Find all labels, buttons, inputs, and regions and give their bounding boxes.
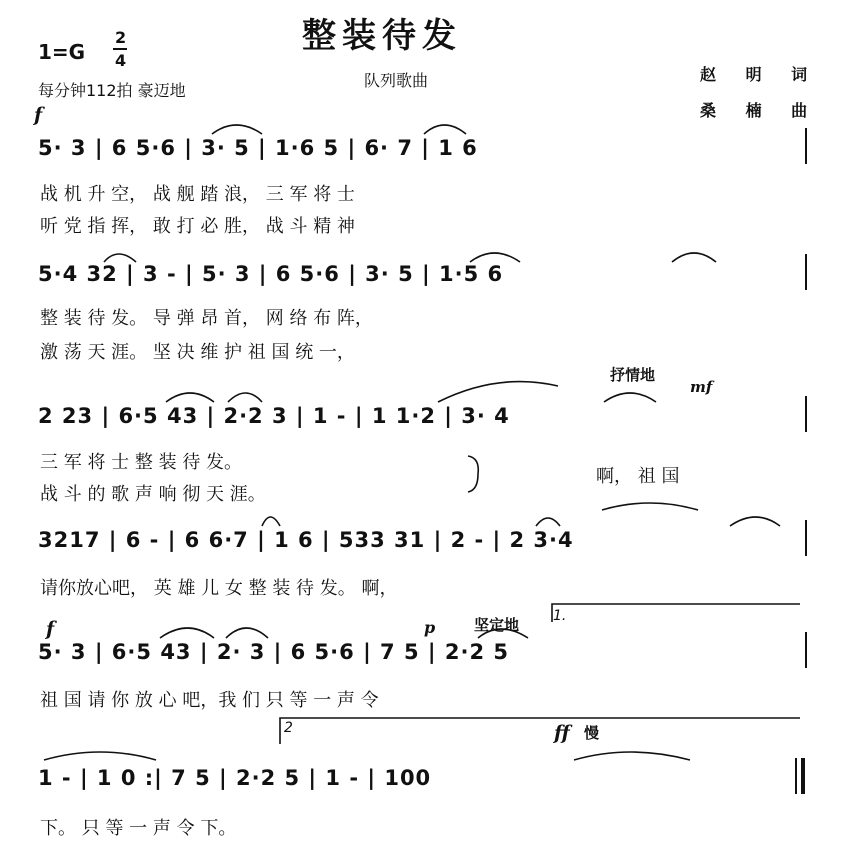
slur [262, 517, 280, 526]
slur [104, 254, 136, 262]
slur [160, 628, 214, 638]
system-2-notes: 5·4 32 | 3 - | 5· 3 | 6 5·6 | 3· 5 | 1·5 6 [38, 262, 504, 286]
slur [604, 393, 656, 402]
system-3-lyrics-verse2: 战 斗 的 歌 声 响 彻 天 涯。 [40, 484, 266, 505]
song-title: 整装待发 [302, 16, 462, 56]
dynamic-forte-2: f [46, 618, 55, 640]
lyricist-credit: 赵 明 词 [700, 65, 820, 84]
slur [730, 517, 780, 526]
volta-second-bracket [280, 718, 800, 744]
system-3-lyrics-verse1: 三 军 将 士 整 装 待 发。 [40, 452, 243, 473]
time-signature-top: 2 [115, 28, 127, 47]
slur [478, 629, 528, 638]
tempo-marking: 每分钟112拍 豪迈地 [38, 81, 186, 100]
dynamic-piano: p [424, 618, 436, 637]
tie [602, 503, 698, 510]
volta-second-label: 2 [284, 720, 293, 736]
system-2-lyrics-verse2: 激 荡 天 涯。 坚 决 维 护 祖 国 统 一， [40, 342, 355, 363]
system-5-notes: 5· 3 | 6·5 43 | 2· 3 | 6 5·6 | 7 5 | 2·2 5 [38, 640, 510, 664]
slur [212, 125, 262, 134]
volta-first-bracket [552, 604, 800, 622]
system-4-notes: 3217 | 6 - | 6 6·7 | 1 6 | 533 31 | 2 - | 2 3·4 [38, 528, 574, 552]
system-3-lyrics-refrain: 啊， 祖 国 [596, 466, 680, 487]
tie [438, 382, 558, 402]
slur [424, 125, 466, 134]
system-4-lyrics: 请你放心吧， 英 雄 儿 女 整 装 待 发。 啊， [40, 578, 398, 599]
system-1-notes: 5· 3 | 6 5·6 | 3· 5 | 1·6 5 | 6· 7 | 1 6 [38, 136, 478, 160]
slur [470, 253, 520, 262]
time-signature-bottom: 4 [115, 51, 127, 70]
expression-slow: 慢 [584, 724, 600, 742]
system-6-notes: 1 - | 1 0 :| 7 5 | 2·2 5 | 1 - | 100 [38, 766, 432, 790]
slur [536, 518, 560, 526]
system-6-lyrics: 下。 只 等 一 声 令 下。 [40, 818, 237, 839]
slur [228, 393, 262, 402]
system-5-lyrics: 祖 国 请 你 放 心 吧，我 们 只 等 一 声 令 [40, 690, 379, 711]
dynamic-fortissimo: ff [554, 722, 570, 744]
system-1-lyrics-verse2: 听 党 指 挥， 敢 打 必 胜， 战 斗 精 神 [40, 216, 355, 237]
volta-first-label: 1. [553, 608, 567, 624]
song-genre: 队列歌曲 [364, 71, 429, 90]
slur [226, 628, 268, 638]
key-signature: 1=G [38, 40, 86, 64]
system-3-notes: 2 23 | 6·5 43 | 2·2 3 | 1 - | 1 1·2 | 3· 4 [38, 404, 510, 428]
dynamic-forte-1: f [34, 104, 43, 126]
expression-tender: 抒情地 [610, 366, 656, 384]
composer-credit: 桑 楠 曲 [700, 101, 820, 120]
system-2-lyrics-verse1: 整 装 待 发。 导 弹 昂 首， 网 络 布 阵， [40, 308, 373, 329]
system-1-lyrics-verse1: 战 机 升 空， 战 舰 踏 浪， 三 军 将 士 [40, 184, 355, 205]
expression-firm: 坚定地 [474, 616, 520, 634]
verse-bracket [468, 456, 478, 492]
tie [574, 752, 690, 760]
slur [166, 393, 214, 402]
slur [672, 253, 716, 262]
dynamic-mezzo-forte: mf [690, 378, 713, 396]
tie [44, 752, 156, 760]
